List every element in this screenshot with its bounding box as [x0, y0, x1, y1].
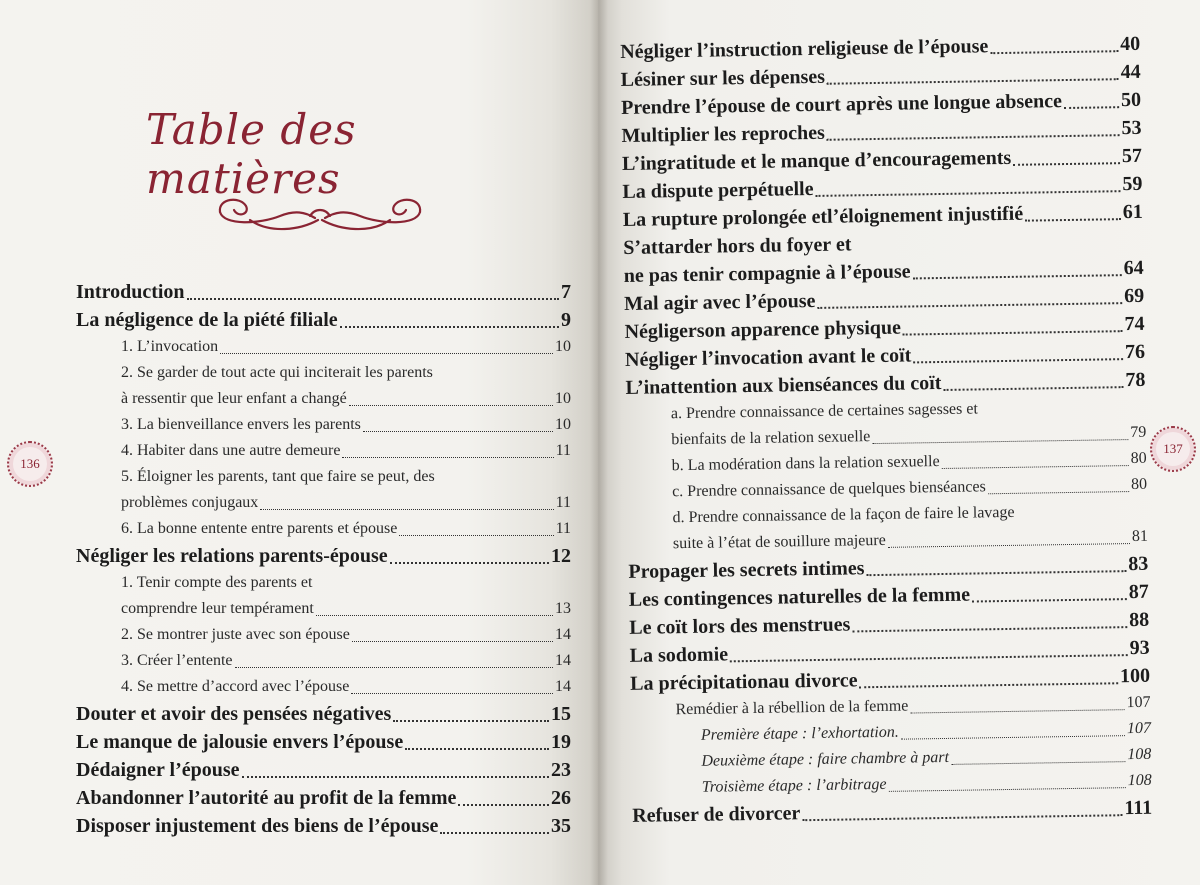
toc-entry-label-line: a. Prendre connaissance de certaines sagesses et [670, 400, 978, 423]
dot-leader [187, 298, 559, 300]
toc-entry-label: La négligence de la piété filiale [76, 309, 338, 331]
toc-entry [76, 438, 571, 464]
toc-entry-page: 10 [555, 390, 571, 407]
dot-leader [220, 353, 553, 354]
toc-entry-page: 88 [1129, 608, 1150, 632]
toc-entry-page: 26 [551, 787, 571, 809]
toc-entry [76, 570, 571, 622]
toc-entry-label: Lésiner sur les dépenses [620, 65, 826, 91]
page-number: 137 [1163, 441, 1183, 456]
toc-entry-page: 13 [555, 600, 571, 617]
toc-entry-label: Mal agir avec l’épouse [624, 289, 816, 315]
dot-leader [235, 667, 554, 668]
toc-entry [76, 756, 571, 784]
toc-entry [627, 498, 1148, 558]
toc-entry [626, 394, 1147, 454]
toc-entry [76, 674, 571, 700]
toc-entry-line [121, 386, 571, 412]
toc-entry [76, 622, 571, 648]
toc-entry-page: 14 [555, 652, 571, 669]
toc-entry-line [121, 596, 571, 622]
toc-entry-label: ne pas tenir compagnie à l’épouse [623, 260, 911, 287]
toc-entry-page: 80 [1130, 475, 1148, 494]
toc-entry [76, 728, 571, 756]
toc-entry-line [121, 490, 571, 516]
toc-entry-label: bienfaits de la relation sexuelle [671, 428, 871, 449]
dot-leader [242, 776, 549, 778]
toc-entry-label: La dispute perpétuelle [622, 177, 814, 203]
toc-entry [623, 226, 1144, 290]
dot-leader [363, 431, 553, 432]
toc-entry-label: Introduction [76, 281, 185, 303]
toc-entry-label: L’inattention aux bienséances du coït [625, 371, 942, 399]
toc-entry-page: 10 [555, 416, 571, 433]
dot-leader [260, 509, 553, 510]
toc-entry-page: 44 [1120, 60, 1141, 84]
dot-leader [390, 562, 549, 564]
toc-right-column [620, 30, 1152, 830]
toc-entry-page: 108 [1127, 745, 1152, 764]
toc-entry-label: La rupture prolongée etl’éloignement injustifié [622, 202, 1024, 231]
toc-entry-page: 69 [1123, 284, 1145, 308]
toc-entry-page: 40 [1119, 32, 1141, 56]
toc-entry [76, 542, 571, 570]
toc-entry-page: 9 [561, 309, 571, 331]
toc-entry [76, 412, 571, 438]
toc-entry-page: 108 [1127, 771, 1152, 790]
dot-leader [867, 570, 1127, 576]
toc-entry-page: 12 [551, 545, 571, 567]
dot-leader [1064, 106, 1119, 109]
toc-entry-page: 93 [1129, 636, 1150, 660]
toc-entry-label-line: 5. Éloigner les parents, tant que faire se peut, des [121, 468, 435, 485]
toc-entry-label: 1. L’invocation [121, 338, 219, 355]
toc-entry-label: Remédier à la rébellion de la femme [675, 697, 909, 719]
dot-leader [942, 465, 1129, 469]
toc-entry-page: 11 [555, 494, 571, 511]
dot-leader [860, 682, 1119, 688]
toc-entry-label: Troisième étape : l’arbitrage [701, 775, 887, 796]
dot-leader [802, 814, 1122, 821]
toc-entry-label: Disposer injustement des biens de l’épouse [76, 815, 439, 837]
toc-entry-label: comprendre leur tempérament [121, 600, 314, 617]
toc-entry-page: 87 [1128, 580, 1149, 604]
toc-entry-label: Douter et avoir des pensées négatives [76, 703, 392, 725]
dot-leader [990, 50, 1118, 54]
toc-entry-label: La précipitationau divorce [629, 669, 858, 695]
toc-entry-label: 6. La bonne entente entre parents et épouse [121, 520, 398, 537]
toc-entry-label: Négligerson apparence physique [624, 316, 902, 343]
toc-entry [76, 812, 571, 840]
toc-entry-page: 14 [555, 626, 571, 643]
toc-entry-label: 3. Créer l’entente [121, 652, 233, 669]
toc-entry-label: Abandonner l’autorité au profit de la femme [76, 787, 457, 809]
flourish-ornament [210, 190, 430, 240]
toc-entry-label-line: 2. Se garder de tout acte qui inciterait les parents [121, 364, 433, 381]
dot-leader [903, 330, 1123, 335]
toc-entry-page: 107 [1126, 719, 1152, 738]
dot-leader [951, 761, 1125, 765]
toc-entry-page: 53 [1121, 116, 1142, 140]
toc-entry-label: L’ingratitude et le manque d’encouragements [621, 146, 1012, 175]
dot-leader [944, 386, 1124, 391]
dot-leader [889, 787, 1126, 792]
dot-leader [440, 832, 549, 834]
toc-entry-page: 7 [561, 281, 571, 303]
toc-entry-label: Négliger les relations parents-épouse [76, 545, 388, 567]
toc-entry-label: c. Prendre connaissance de quelques bienséances [671, 478, 986, 501]
toc-entry-page: 61 [1122, 200, 1143, 224]
toc-entry [76, 516, 571, 542]
toc-entry-page: 50 [1120, 88, 1142, 112]
dot-leader [972, 598, 1127, 602]
toc-entry-label: Multiplier les reproches [621, 121, 825, 147]
page-number-badge [7, 441, 53, 487]
toc-entry-page: 15 [551, 703, 571, 725]
toc-entry-label: 3. La bienveillance envers les parents [121, 416, 361, 433]
dot-leader [316, 615, 553, 616]
toc-entry-label: 2. Se montrer juste avec son épouse [121, 626, 350, 643]
toc-entry-page: 80 [1130, 449, 1147, 468]
toc-entry [76, 648, 571, 674]
dot-leader [872, 439, 1128, 444]
dot-leader [342, 457, 553, 458]
toc-entry-page: 78 [1125, 368, 1146, 392]
toc-entry [76, 306, 571, 334]
left-page [0, 0, 598, 885]
dot-leader [351, 693, 553, 694]
toc-entry-label: à ressentir que leur enfant a changé [121, 390, 347, 407]
toc-entry-page: 81 [1131, 527, 1149, 546]
book-gutter [590, 0, 608, 885]
toc-entry-label: Le manque de jalousie envers l’épouse [76, 731, 404, 753]
dot-leader [818, 302, 1123, 309]
toc-entry-label: Refuser de divorcer [632, 802, 801, 827]
dot-leader [349, 405, 553, 406]
toc-entry-page: 111 [1124, 796, 1153, 820]
toc-entry [76, 700, 571, 728]
dot-leader [730, 654, 1128, 662]
toc-entry-label: Deuxième étape : faire chambre à part [701, 748, 950, 770]
toc-entry-page: 79 [1130, 423, 1147, 442]
toc-entry-label-line: 1. Tenir compte des parents et [121, 574, 313, 591]
toc-entry-label: Les contingences naturelles de la femme [628, 583, 971, 611]
toc-entry [76, 278, 571, 306]
toc-entry [76, 360, 571, 412]
toc-entry-page: 11 [555, 520, 571, 537]
toc-entry-page: 59 [1122, 172, 1143, 196]
toc-entry-label: suite à l’état de souillure majeure [672, 531, 886, 553]
toc-entry-label: Le coït lors des menstrues [629, 613, 851, 639]
toc-entry-page: 83 [1128, 552, 1149, 576]
dot-leader [913, 358, 1123, 363]
dot-leader [888, 543, 1130, 548]
toc-entry-page: 14 [555, 678, 571, 695]
dot-leader [1013, 162, 1120, 166]
dot-leader [827, 134, 1120, 141]
dot-leader [988, 491, 1129, 494]
page-title: Table des matières [146, 105, 357, 203]
page-number: 136 [20, 456, 40, 471]
toc-entry-label: Dédaigner l’épouse [76, 759, 240, 781]
toc-entry-label: 4. Se mettre d’accord avec l’épouse [121, 678, 350, 695]
toc-entry-label: Prendre l’épouse de court après une longue absence [620, 90, 1063, 119]
toc-entry-page: 19 [551, 731, 571, 753]
toc-entry-label-line: S’attarder hors du foyer et [623, 233, 852, 259]
toc-entry-page: 57 [1121, 144, 1143, 168]
toc-left-column [76, 278, 571, 840]
toc-entry-page: 107 [1126, 693, 1151, 712]
dot-leader [913, 274, 1122, 279]
toc-entry-label: La sodomie [629, 643, 729, 667]
toc-entry-page: 23 [551, 759, 571, 781]
toc-entry-page: 100 [1119, 664, 1151, 688]
dot-leader [393, 720, 549, 722]
toc-entry-page: 10 [555, 338, 571, 355]
toc-entry [76, 464, 571, 516]
dot-leader [1025, 218, 1121, 222]
toc-entry-page: 35 [551, 815, 571, 837]
page-number-badge [1150, 426, 1196, 472]
dot-leader [910, 709, 1124, 713]
toc-entry-page: 64 [1123, 256, 1144, 280]
toc-entry-label: Négliger l’invocation avant le coït [624, 344, 912, 371]
dot-leader [827, 78, 1119, 85]
toc-entry-label: 4. Habiter dans une autre demeure [121, 442, 341, 459]
toc-entry-label: Première étape : l’exhortation. [700, 723, 899, 744]
dot-leader [405, 748, 549, 750]
toc-entry [76, 334, 571, 360]
toc-entry-label: Négliger l’instruction religieuse de l’épouse [620, 35, 989, 63]
dot-leader [399, 535, 553, 536]
toc-entry-label: problèmes conjugaux [121, 494, 259, 511]
toc-entry-label: Propager les secrets intimes [628, 557, 865, 583]
dot-leader [816, 190, 1121, 197]
dot-leader [352, 641, 553, 642]
dot-leader [458, 804, 549, 806]
toc-entry-page: 76 [1124, 340, 1146, 364]
toc-entry [76, 784, 571, 812]
toc-entry-page: 74 [1124, 312, 1145, 336]
dot-leader [901, 735, 1125, 740]
toc-entry-page: 11 [555, 442, 571, 459]
toc-entry-label-line: d. Prendre connaissance de la façon de faire le lavage [672, 503, 1015, 527]
toc-entry-label: b. La modération dans la relation sexuelle [671, 453, 940, 475]
dot-leader [852, 626, 1127, 632]
dot-leader [340, 326, 559, 328]
